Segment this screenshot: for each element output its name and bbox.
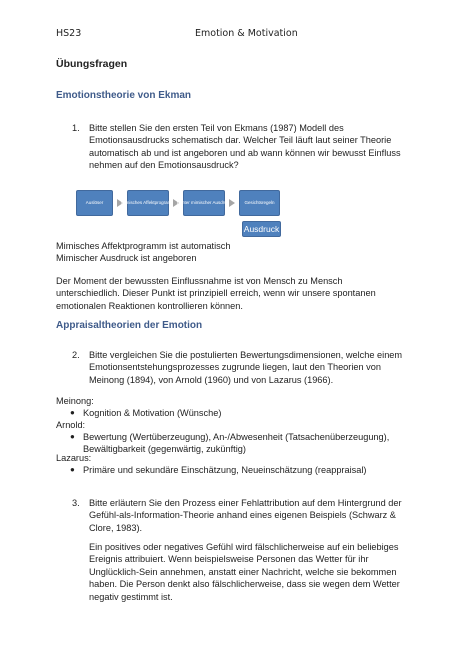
answer-line: unterschiedlich. Dieser Punkt ist prinzipiell erreich, wenn wir unsere spontanen bbox=[56, 288, 376, 299]
page-title: Übungsfragen bbox=[56, 58, 128, 70]
header-subject: Emotion & Motivation bbox=[195, 28, 298, 39]
answer-1-paragraph bbox=[56, 275, 376, 312]
section-heading-appraisal: Appraisaltheorien der Emotion bbox=[56, 320, 203, 331]
diagram-box-gesichtsregeln: Gesichtsregeln bbox=[239, 190, 280, 216]
question-number: 1. bbox=[72, 123, 80, 133]
question-line: Bitte vergleichen Sie die postulierten Bewertungsdimensionen, welche einem bbox=[89, 350, 403, 360]
diagram-box-ausdruck: Echter mimischer Ausdruck bbox=[183, 190, 225, 216]
answer-line: Mimisches Affektprogramm ist automatisch bbox=[56, 241, 231, 251]
label-meinong: Meinong: bbox=[56, 396, 94, 406]
question-line: Emotionsentstehungsprozesses zugrunde liegen, laut den Theorien von bbox=[89, 362, 381, 373]
question-1 bbox=[72, 122, 432, 172]
question-line: nehmen auf den Emotionsausdruck? bbox=[89, 160, 239, 171]
section-heading-ekman: Emotionstheorie von Ekman bbox=[56, 90, 192, 101]
answer-3-paragraph bbox=[89, 541, 400, 603]
question-2 bbox=[72, 349, 432, 389]
answer-1-lines bbox=[56, 240, 230, 265]
bullet-icon: ● bbox=[70, 432, 75, 441]
header-course: HS23 bbox=[56, 28, 82, 39]
arrow-icon bbox=[229, 199, 235, 207]
question-3 bbox=[72, 497, 432, 537]
diagram-box-affektprogramm: Mimisches Affektprogramm bbox=[127, 190, 169, 216]
answer-line: Ein positives oder negatives Gefühl wird fälschlicherweise auf ein beliebiges bbox=[89, 542, 399, 552]
question-number: 2. bbox=[72, 350, 80, 360]
answer-line: negativ gestimmt ist. bbox=[89, 591, 173, 602]
question-line: Gefühl-als-Information-Theorie anhand eines eigenen Beispiels (Schwarz & bbox=[89, 510, 396, 521]
question-line: Bitte stellen Sie den ersten Teil von Ekmans (1987) Modell des bbox=[89, 123, 344, 133]
answer-line: Ereignis attribuiert. Wenn beispielsweise Personen das Wetter für ihr bbox=[89, 554, 369, 565]
question-line: Emotionsausdrucks schematisch dar. Welcher Teil läuft laut seiner Theorie bbox=[89, 135, 392, 146]
answer-line: haben. Die Person denkt also fälschlicherweise, dass sie wegen dem Wetter bbox=[89, 579, 400, 590]
question-line: Meinong (1894), von Arnold (1960) und von Lazarus (1966). bbox=[89, 374, 334, 385]
question-number: 3. bbox=[72, 498, 80, 508]
ekman-diagram bbox=[76, 186, 306, 246]
question-line: automatisch ab und ist angeboren und ab wann können wir bewusst Einfluss bbox=[89, 147, 401, 158]
bullet-icon: ● bbox=[70, 408, 75, 417]
answer-line: Mimischer Ausdruck ist angeboren bbox=[56, 253, 197, 264]
answer-line: Unglücklich-Sein annehmen, anstatt einer Nachricht, welche sie bekommen bbox=[89, 566, 397, 577]
answer-line: Der Moment der bewussten Einflussnahme ist von Mensch zu Mensch bbox=[56, 276, 343, 286]
label-lazarus: Lazarus: bbox=[56, 453, 92, 463]
question-line: Bitte erläutern Sie den Prozess einer Fehlattribution auf dem Hintergrund der bbox=[89, 498, 402, 508]
answer-line: emotionalen Reaktionen kontrollieren können. bbox=[56, 300, 243, 311]
bullet-icon: ● bbox=[70, 465, 75, 474]
bullet-continuation: Bewältigbarkeit (gegenwärtig, zukünftig) bbox=[83, 444, 246, 454]
label-arnold: Arnold: bbox=[56, 420, 86, 430]
question-line: Clore, 1983). bbox=[89, 522, 143, 533]
diagram-box-ausloeser: Auslöser bbox=[76, 190, 113, 216]
diagram-subbox-ausdruck: Ausdruck bbox=[242, 221, 281, 237]
